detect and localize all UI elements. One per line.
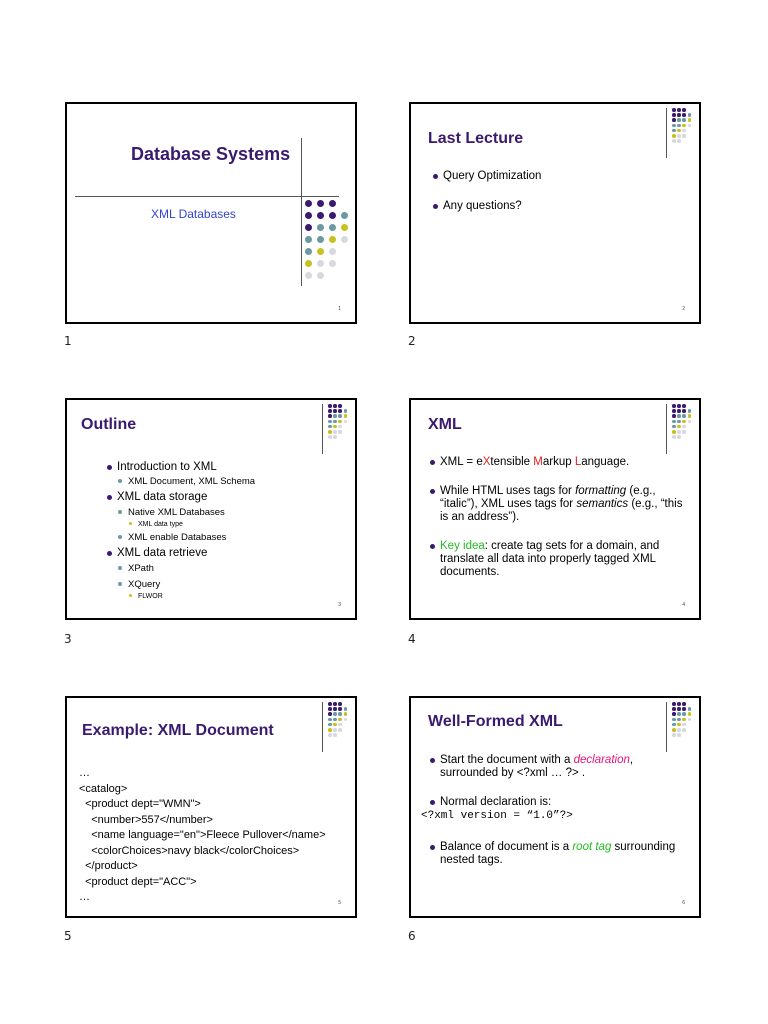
decorative-dot: [328, 414, 332, 418]
decorative-dot: [328, 409, 332, 413]
decorative-dot: [682, 420, 686, 424]
text: While HTML uses tags for: [440, 485, 576, 497]
bullet-list: [433, 170, 683, 213]
decorative-dot: [677, 435, 681, 439]
decorative-dot: [672, 139, 676, 143]
page-number: 4: [408, 632, 416, 646]
slide-4: [409, 398, 701, 620]
list-item: XPath: [118, 562, 327, 575]
decorative-dot: [328, 420, 332, 424]
decorative-dot: [338, 414, 342, 418]
decorative-dot: [317, 224, 324, 231]
decorative-dot: [328, 728, 332, 732]
decorative-dot: [672, 409, 676, 413]
decorative-dot: [672, 425, 676, 429]
decorative-dot: [688, 409, 692, 413]
decorative-dot: [338, 409, 342, 413]
decorative-dot: [682, 108, 686, 112]
decorative-dot: [688, 718, 692, 722]
decorative-dot: [688, 707, 692, 711]
decorative-dot: [682, 430, 686, 434]
decorative-dot: [672, 404, 676, 408]
code-line: </product>: [79, 860, 138, 872]
decorative-dot: [338, 425, 342, 429]
decorative-dot: [682, 118, 686, 122]
decorative-dot: [688, 414, 692, 418]
xml-code-block: [79, 766, 326, 906]
key-term: root tag: [572, 841, 612, 853]
decorative-dot: [317, 260, 324, 267]
decorative-dot: [672, 118, 676, 122]
code-line: …: [79, 891, 90, 903]
decorative-dot: [677, 139, 681, 143]
list-item: [430, 485, 692, 524]
text: (e.g., “italic”), XML uses tags for: [440, 485, 656, 510]
decorative-dot: [677, 409, 681, 413]
slide-3: [65, 398, 357, 620]
slide-number: 1: [338, 306, 341, 312]
decorative-dot: [677, 728, 681, 732]
decorative-dot: [333, 404, 337, 408]
highlight-letter: M: [533, 456, 543, 468]
text: surrounding nested tags.: [440, 841, 676, 866]
decorative-dot: [338, 404, 342, 408]
code-line: <catalog>: [79, 782, 128, 795]
decorative-dot: [677, 113, 681, 117]
code-line: <name language="en">Fleece Pullover</name>: [79, 829, 326, 841]
divider-vertical: [666, 108, 667, 158]
decorative-dot: [677, 108, 681, 112]
divider-vertical: [301, 138, 302, 286]
text: arkup: [542, 456, 575, 468]
decorative-dot: [682, 129, 686, 133]
list-item: [430, 456, 692, 469]
slide-title: XML: [428, 416, 462, 433]
decorative-dot: [677, 702, 681, 706]
decorative-dot: [677, 707, 681, 711]
decorative-dot: [328, 702, 332, 706]
decorative-dot: [305, 272, 312, 279]
slide-title: Well-Formed XML: [428, 713, 563, 730]
decorative-dot: [677, 723, 681, 727]
decorative-dot: [305, 236, 312, 243]
slide-6: [409, 696, 701, 918]
list-item: [430, 754, 692, 780]
list-item: XML enable Databases: [118, 531, 327, 544]
page-number: 1: [64, 334, 72, 348]
decorative-dot: [344, 420, 348, 424]
text: Balance of document is a: [440, 841, 573, 853]
decorative-dot: [305, 212, 312, 219]
code-line: <product dept="WMN">: [79, 798, 201, 810]
decorative-dot: [677, 414, 681, 418]
decorative-dot: [341, 236, 348, 243]
decorative-dot: [677, 134, 681, 138]
decorative-dot: [688, 420, 692, 424]
slide-title: Database Systems: [131, 144, 291, 164]
slide-title: Example: XML Document: [82, 722, 274, 739]
decorative-dot: [677, 124, 681, 128]
highlight-letter: L: [574, 456, 582, 468]
decorative-dot: [682, 712, 686, 716]
text: Start the document with a: [440, 754, 574, 766]
decorative-dot: [305, 224, 312, 231]
slide-1: [65, 102, 357, 324]
decorative-dot: [682, 702, 686, 706]
decorative-dot: [672, 124, 676, 128]
decorative-dot: [333, 728, 337, 732]
decorative-dot: [672, 435, 676, 439]
decorative-dot: [338, 718, 342, 722]
decorative-dot: [672, 414, 676, 418]
decorative-dot: [682, 718, 686, 722]
list-item: [430, 540, 692, 579]
outline-list: [107, 461, 327, 602]
decorative-dot: [333, 435, 337, 439]
slide-number: 5: [338, 900, 341, 906]
decorative-dot: [672, 707, 676, 711]
page-number: 5: [64, 929, 72, 943]
page-number: 6: [408, 929, 416, 943]
decorative-dot: [328, 718, 332, 722]
text: tensible: [490, 456, 534, 468]
decorative-dot: [317, 248, 324, 255]
slide-number: 3: [338, 602, 341, 608]
decorative-dot: [333, 718, 337, 722]
decorative-dot: [305, 200, 312, 207]
decorative-dot: [672, 733, 676, 737]
slide-subtitle: XML Databases: [151, 207, 236, 221]
list-item: FLWOR: [129, 591, 327, 602]
slide-title: Outline: [81, 416, 137, 433]
decorative-dot: [329, 236, 336, 243]
text: XML = e: [440, 456, 483, 468]
text: (e.g., “this is an address”).: [440, 498, 683, 523]
decorative-dot: [338, 712, 342, 716]
list-item: XML data storage: [107, 491, 327, 504]
emphasis: semantics: [576, 498, 629, 510]
decorative-dot: [677, 404, 681, 408]
page-number: 2: [408, 334, 416, 348]
decorative-dot: [333, 702, 337, 706]
decorative-dot: [305, 260, 312, 267]
decorative-dot: [344, 707, 348, 711]
decorative-dot: [333, 712, 337, 716]
decorative-dot: [677, 129, 681, 133]
decorative-dot: [328, 404, 332, 408]
decorative-dot: [344, 712, 348, 716]
list-item: XML data retrieve: [107, 547, 327, 560]
decorative-dot: [333, 430, 337, 434]
decorative-dot: [677, 420, 681, 424]
decorative-dot: [333, 414, 337, 418]
decorative-dot: [682, 414, 686, 418]
list-item: Normal declaration is:: [430, 796, 692, 809]
slide-number: 2: [682, 306, 685, 312]
slide-5: [65, 696, 357, 918]
decorative-dot: [317, 200, 324, 207]
bullet-list: [421, 754, 692, 867]
decorative-dot: [305, 248, 312, 255]
decorative-dot: [333, 420, 337, 424]
decorative-dot: [682, 124, 686, 128]
divider-vertical: [666, 404, 667, 454]
decorative-dot: [682, 728, 686, 732]
list-item: Introduction to XML: [107, 461, 327, 474]
decorative-dot: [333, 723, 337, 727]
code-line: <number>557</number>: [79, 813, 213, 826]
decorative-dot: [672, 723, 676, 727]
decorative-dot: [338, 430, 342, 434]
decorative-dot: [672, 129, 676, 133]
decorative-dot: [682, 404, 686, 408]
decorative-dot: [682, 723, 686, 727]
decorative-dot: [672, 420, 676, 424]
decorative-dot: [329, 248, 336, 255]
decorative-dot: [328, 712, 332, 716]
decorative-dot: [329, 212, 336, 219]
page-number: 3: [64, 632, 72, 646]
decorative-dot: [688, 124, 692, 128]
decorative-dot: [338, 723, 342, 727]
list-item: Native XML Databases: [118, 506, 327, 519]
decorative-dot: [677, 430, 681, 434]
divider-vertical: [322, 404, 323, 454]
decorative-dot: [329, 260, 336, 267]
decorative-dot: [338, 707, 342, 711]
list-item: XML Document, XML Schema: [118, 475, 327, 488]
bullet-list: [430, 456, 692, 579]
decorative-dot: [341, 212, 348, 219]
key-term: Key idea: [440, 540, 485, 552]
decorative-dot: [344, 718, 348, 722]
text: : create tag sets for a domain, and translate all data into properly tagged XML documents.: [440, 540, 660, 578]
decorative-dot: [672, 108, 676, 112]
divider-vertical: [322, 702, 323, 752]
list-item: Any questions?: [433, 200, 683, 213]
text: , surrounded by <?xml … ?> .: [440, 754, 634, 779]
list-item: [430, 841, 692, 867]
decorative-dot: [333, 425, 337, 429]
decorative-dot: [672, 702, 676, 706]
list-item: XML data type: [129, 519, 327, 530]
highlight-letter: X: [482, 456, 491, 468]
code-line: …: [79, 767, 90, 779]
decorative-dot: [317, 272, 324, 279]
decorative-dot: [677, 118, 681, 122]
code-line: <?xml version = “1.0”?>: [421, 810, 573, 822]
slide-number: 6: [682, 900, 685, 906]
slide-2: [409, 102, 701, 324]
decorative-dot: [328, 707, 332, 711]
code-line: <product dept="ACC">: [79, 875, 197, 888]
decorative-dot: [672, 712, 676, 716]
decorative-dot: [328, 733, 332, 737]
decorative-dot: [333, 409, 337, 413]
decorative-dot: [682, 425, 686, 429]
decorative-dot: [672, 718, 676, 722]
decorative-dot: [677, 718, 681, 722]
list-item: Query Optimization: [433, 170, 683, 183]
emphasis: formatting: [575, 485, 627, 497]
decorative-dot: [672, 134, 676, 138]
decorative-dot: [328, 430, 332, 434]
code-line: <colorChoices>navy black</colorChoices>: [79, 844, 300, 857]
decorative-dot: [672, 113, 676, 117]
decorative-dot: [677, 425, 681, 429]
decorative-dot: [341, 224, 348, 231]
text: anguage.: [581, 456, 630, 468]
decorative-dot: [688, 113, 692, 117]
decorative-dot: [682, 113, 686, 117]
slide-number: 4: [682, 602, 685, 608]
decorative-dot: [329, 200, 336, 207]
divider-vertical: [666, 702, 667, 752]
decorative-dot: [328, 425, 332, 429]
decorative-dot: [682, 409, 686, 413]
decorative-dot: [333, 707, 337, 711]
slide-title: Last Lecture: [428, 130, 524, 147]
key-term: declaration: [573, 754, 630, 766]
decorative-dot: [677, 733, 681, 737]
decorative-dot: [682, 134, 686, 138]
decorative-dot: [328, 723, 332, 727]
decorative-dot: [338, 420, 342, 424]
decorative-dot: [344, 414, 348, 418]
decorative-dot: [677, 712, 681, 716]
decorative-dot: [672, 430, 676, 434]
decorative-dot: [328, 435, 332, 439]
decorative-dot: [329, 224, 336, 231]
decorative-dot: [317, 212, 324, 219]
decorative-dot: [344, 409, 348, 413]
decorative-dot: [688, 712, 692, 716]
decorative-dot: [672, 728, 676, 732]
divider-horizontal: [75, 196, 339, 197]
list-item: XQuery: [118, 578, 327, 591]
decorative-dot: [317, 236, 324, 243]
decorative-dot: [682, 707, 686, 711]
decorative-dot: [333, 733, 337, 737]
decorative-dot: [338, 702, 342, 706]
decorative-dot: [338, 728, 342, 732]
decorative-dot: [688, 118, 692, 122]
